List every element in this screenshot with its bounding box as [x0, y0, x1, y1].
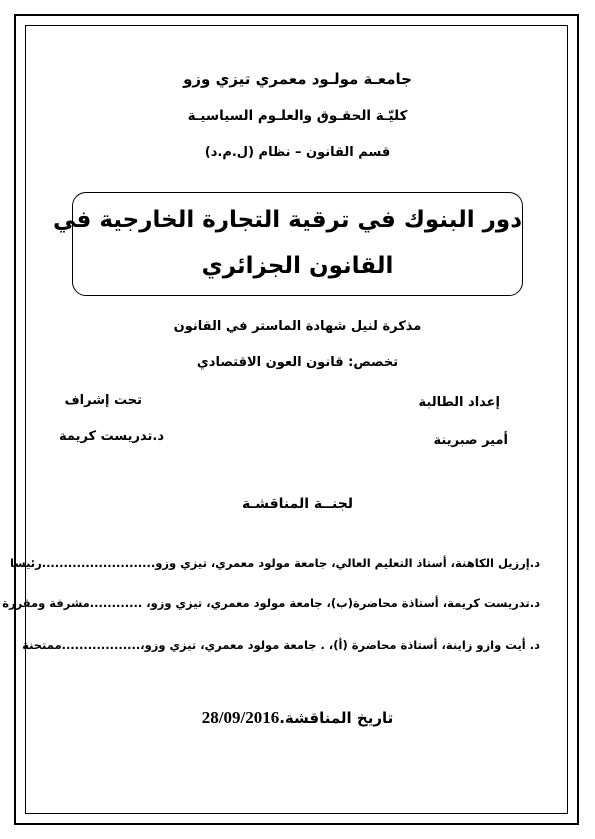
committee-heading: لجنــة المناقشـة: [241, 496, 354, 512]
page-border-inner: [25, 25, 568, 814]
thesis-title-line-2: القانون الجزائري: [201, 253, 394, 279]
faculty-name: كليّـة الحقـوق والعلـوم السياسيـة: [187, 108, 408, 124]
discussion-date-value: 28/09/2016: [201, 708, 280, 727]
supervisor-name: د.تدريست كريمة: [58, 429, 164, 444]
discussion-date: [0, 708, 595, 728]
committee-member-examiner: د. أيت وازو زاينة، أستاذة محاضرة (أ)، . جامعة مولود معمري، تيزي وزو،..................ممتحنة: [22, 637, 540, 652]
discussion-date-label: تاريخ المناقشة.: [279, 709, 394, 727]
thesis-title-box: [52, 192, 523, 296]
author-label: إعداد الطالبة: [418, 395, 500, 410]
thesis-title-line-1: دور البنوك في ترقية التجارة الخارجية في: [52, 207, 522, 233]
committee-member-chair: د.إرزيل الكاهنة، أستاذ التعليم العالي، جامعة مولود معمري، تيزي وزو..........................رئيسا: [10, 555, 540, 570]
author-name: أمير صبرينة: [433, 433, 508, 448]
thesis-purpose: مذكرة لنيل شهادة الماستر في القانون: [173, 319, 422, 334]
department-name: قسم القانون – نظام (ل.م.د): [204, 145, 391, 160]
university-name: جامعـة مولـود معمري تيزي وزو: [183, 70, 412, 88]
supervisor-label: تحت إشراف: [64, 393, 142, 408]
thesis-specialization: تخصص: قانون العون الاقتصادي: [196, 355, 399, 370]
committee-member-supervisor: د.تدريست كريمة، أستاذة محاضرة(ب)، جامعة مولود معمري، تيزي وزو، ............مشرفة ومقررة: [2, 595, 540, 610]
